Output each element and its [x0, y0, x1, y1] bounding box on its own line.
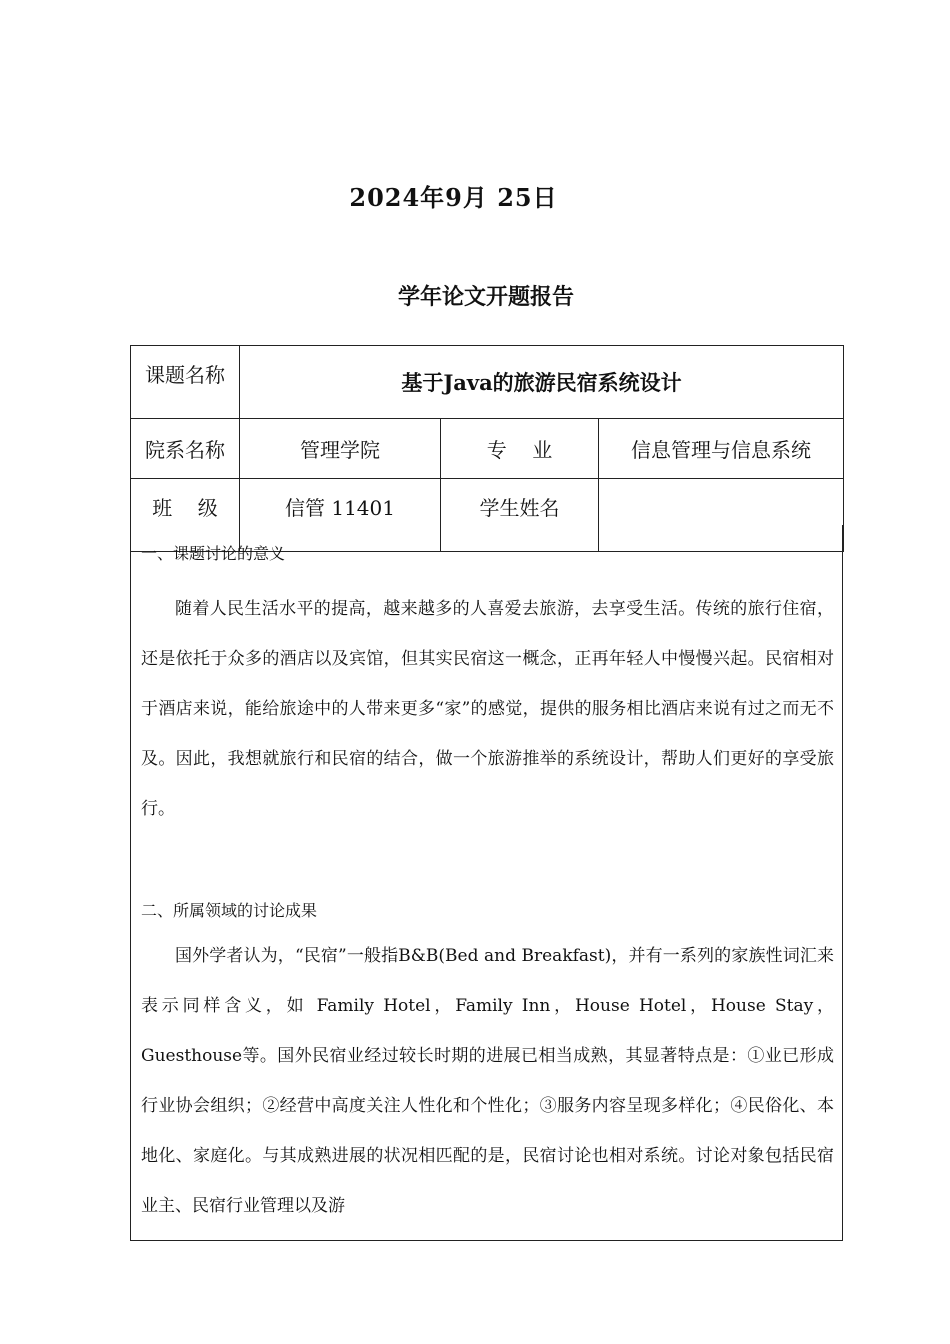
section2-heading: 二、所属领域的讨论成果	[141, 901, 318, 920]
class-label: 班 级	[131, 479, 240, 552]
topic-row	[131, 346, 844, 419]
class-value: 信管 11401	[240, 479, 441, 552]
section2-paragraph: 国外学者认为，“民宿”一般指B&B(Bed and Breakfast)，并有一系列的家族性词汇来表示同样含义，如 Family Hotel，Family Inn，House Hotel，House Stay，Guesthouse等。国外民宿业经过较长时期的进展已相当成熟，其显著特点是：①业已形成行业协会组织；②经营中高度关注人性化和个性化；③服务内容呈现多样化；④民俗化、本地化、家庭化。与其成熟进展的状况相匹配的是，民宿讨论也相对系统。讨论对象包括民宿业主、民宿行业管理以及游	[141, 946, 834, 1216]
topic-label: 课题名称	[131, 346, 240, 419]
report-title: 学年论文开题报告	[397, 284, 574, 310]
content-box	[130, 525, 843, 1241]
report-date: 2024年9月 25日	[349, 183, 558, 212]
section1-paragraph: 随着人民生活水平的提高，越来越多的人喜爱去旅游，去享受生活。传统的旅行住宿，还是依托于众多的酒店以及宾馆，但其实民宿这一概念，正再年轻人中慢慢兴起。民宿相对于酒店来说，能给旅途中的人带来更多“家”的感觉，提供的服务相比酒店来说有过之而无不及。因此，我想就旅行和民宿的结合，做一个旅游推举的系统设计，帮助人们更好的享受旅行。	[141, 599, 834, 819]
info-table	[130, 345, 844, 552]
dept-label: 院系名称	[131, 419, 240, 479]
student-label: 学生姓名	[441, 479, 599, 552]
section1-heading: 一、课题讨论的意义	[141, 544, 286, 563]
dept-value: 管理学院	[240, 419, 441, 479]
topic-value: 基于Java的旅游民宿系统设计	[240, 346, 844, 419]
major-value: 信息管理与信息系统	[599, 419, 844, 479]
dept-row	[131, 419, 844, 479]
major-label: 专 业	[441, 419, 599, 479]
